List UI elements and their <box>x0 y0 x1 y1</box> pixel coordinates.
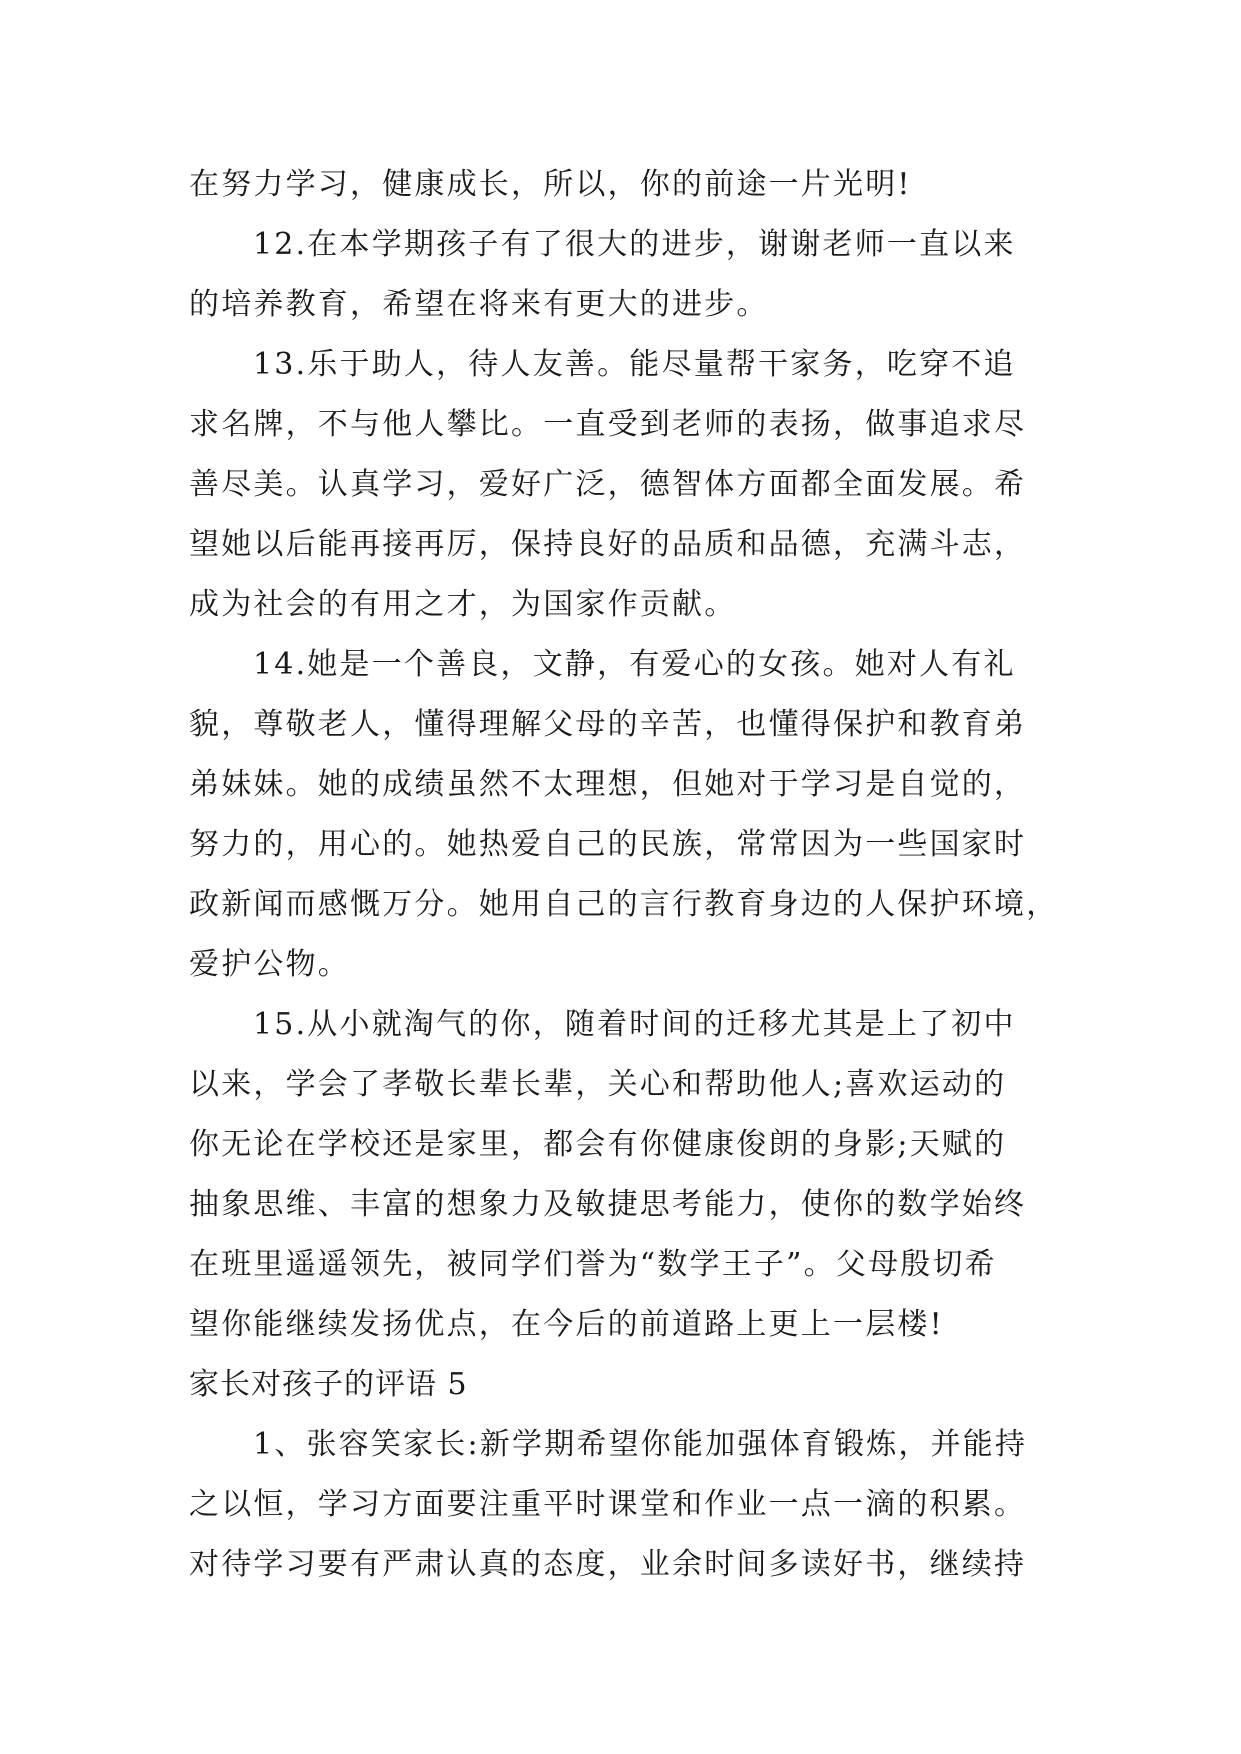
paragraph-14-start: 14.她是一个善良，文静，有爱心的女孩。她对人有礼 <box>253 647 1016 682</box>
text-line: 望她以后能再接再厉，保持良好的品质和品德，充满斗志， <box>189 527 1027 562</box>
paragraph-12-start: 12.在本学期孩子有了很大的进步，谢谢老师一直以来 <box>253 227 1016 262</box>
text-line: 以来，学会了孝敬长辈长辈，关心和帮助他人;喜欢运动的 <box>189 1067 1007 1102</box>
section-heading: 家长对孩子的评语 5 <box>189 1367 468 1402</box>
text-line: 努力的，用心的。她热爱自己的民族，常常因为一些国家时 <box>189 827 1027 862</box>
text-line: 的培养教育，希望在将来有更大的进步。 <box>189 287 769 322</box>
paragraph-15-start: 15.从小就淘气的你，随着时间的迁移尤其是上了初中 <box>253 1007 1016 1042</box>
paragraph-1-start: 1、张容笑家长:新学期希望你能加强体育锻炼，并能持 <box>253 1427 1028 1462</box>
text-line: 求名牌，不与他人攀比。一直受到老师的表扬，做事追求尽 <box>189 407 1027 442</box>
text-line: 成为社会的有用之才，为国家作贡献。 <box>189 587 737 622</box>
text-line: 抽象思维、丰富的想象力及敏捷思考能力，使你的数学始终 <box>189 1187 1027 1222</box>
text-line: 对待学习要有严肃认真的态度，业余时间多读好书，继续持 <box>189 1547 1027 1582</box>
text-line: 之以恒，学习方面要注重平时课堂和作业一点一滴的积累。 <box>189 1487 1027 1522</box>
text-line: 政新闻而感慨万分。她用自己的言行教育身边的人保护环境， <box>189 887 1059 922</box>
text-line: 在班里遥遥领先，被同学们誉为“数学王子”。父母殷切希 <box>189 1247 997 1282</box>
paragraph-13-start: 13.乐于助人，待人友善。能尽量帮干家务，吃穿不追 <box>253 347 1016 382</box>
text-line: 弟妹妹。她的成绩虽然不太理想，但她对于学习是自觉的， <box>189 767 1027 802</box>
text-line: 爱护公物。 <box>189 947 350 982</box>
text-line: 望你能继续发扬优点，在今后的前道路上更上一层楼! <box>189 1307 944 1342</box>
text-line: 貌，尊敬老人，懂得理解父母的辛苦，也懂得保护和教育弟 <box>189 707 1027 742</box>
text-line: 在努力学习，健康成长，所以，你的前途一片光明! <box>189 167 912 202</box>
text-line: 你无论在学校还是家里，都会有你健康俊朗的身影;天赋的 <box>189 1127 1007 1162</box>
text-line: 善尽美。认真学习，爱好广泛，德智体方面都全面发展。希 <box>189 467 1027 502</box>
